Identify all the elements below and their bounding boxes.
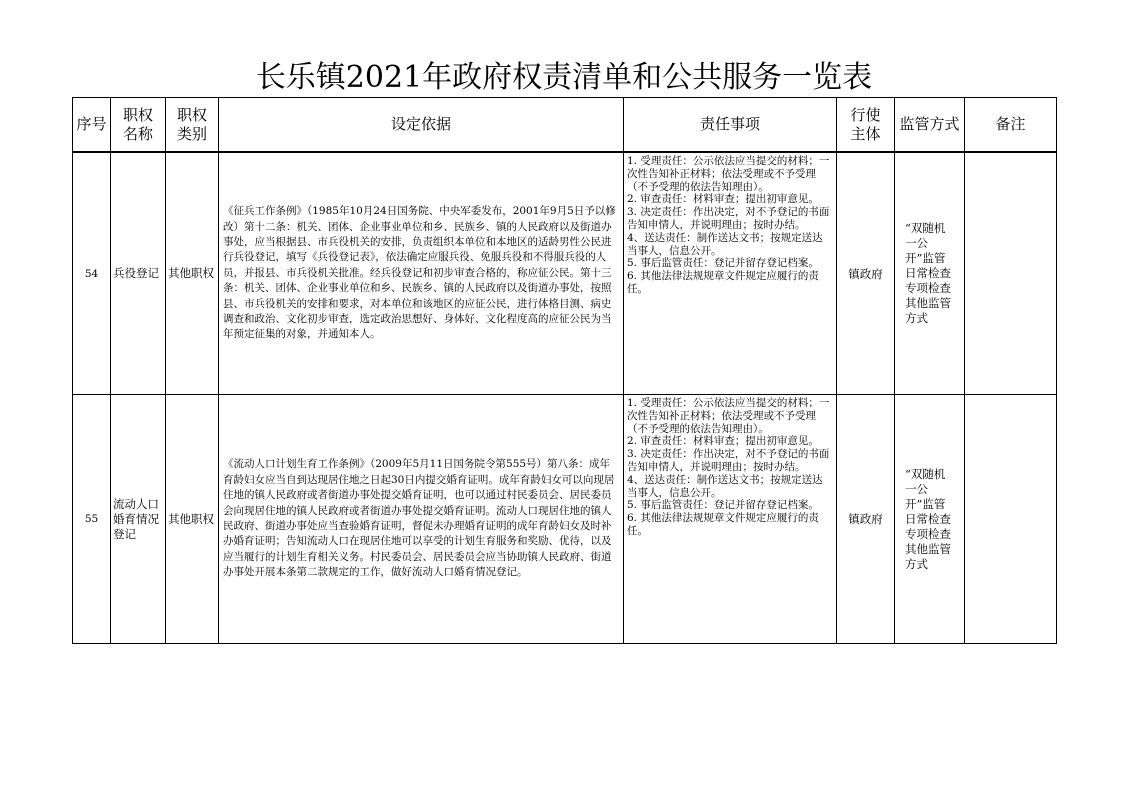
duty-item: 4、送达责任：制作送达文书；按规定送达当事人，信息公开。 [627, 231, 823, 257]
supervision-item: 专项检查 [905, 526, 951, 541]
header-remarks: 备注 [965, 98, 1057, 153]
row-category: 其他职权 [166, 395, 219, 644]
responsibility-table [72, 97, 1057, 644]
row-basis: 《流动人口计划生育工作条例》（2009年5月11日国务院令第555号）第八条：成年育龄妇女应当自到达现居住地之日起30日内提交婚育证明。成年育龄妇女可以向现居住地的镇人民政府或者街道办事处提交婚育证明，也可以通过村民委员会、居民委员会向现居住地的镇人民政府或者街道办事处提交婚育证明。流动人口现居住地的镇人民政府、街道办事处应当查验婚育证明，督促未办理婚育证明的成年育龄妇女及时补办婚育证明；告知流动人口在现居住地可以享受的计划生育服务和奖励、优待，以及应当履行的计划生育相关义务。村民委员会、居民委员会应当协助镇人民政府、街道办事处开展本条第二款规定的工作，做好流动人口婚育情况登记。 [219, 395, 624, 644]
duty-item: 3. 决定责任：作出决定，对不予登记的书面告知申情人，并说明理由；按时办结。 [627, 206, 830, 231]
header-basis: 设定依据 [219, 98, 624, 153]
row-duties [624, 395, 837, 644]
table-row [73, 395, 1057, 644]
duty-item: 5. 事后监管责任：登记并留存登记档案。 [627, 499, 819, 512]
duty-item: 1. 受理责任：公示依法应当提交的材料；一次性告知补正材料；依法受理或不予受理（不予受理的依法告知理由）。 [627, 155, 830, 193]
header-no: 序号 [73, 98, 111, 153]
row-name: 流动人口婚育情况登记 [111, 395, 166, 644]
header-name-text: 职权名称 [122, 105, 153, 143]
duty-item: 4、送达责任：制作送达文书；按规定送达当事人，信息公开。 [627, 473, 823, 499]
duty-item: 6. 其他法律法规规章文件规定应履行的责任。 [627, 512, 819, 537]
supervision-item: “双随机一公开”监管 [905, 221, 946, 265]
header-supervision: 监管方式 [895, 98, 965, 153]
duty-item: 1. 受理责任：公示依法应当提交的材料；一次性告知补正材料；依法受理或不予受理（不予受理的依法告知理由）。 [627, 397, 830, 435]
duty-item: 2. 审查责任：材料审查；提出初审意见。 [627, 193, 819, 206]
supervision-item: 日常检查 [905, 266, 951, 280]
page-title: 长乐镇2021年政府权责清单和公共服务一览表 [255, 60, 873, 95]
header-subject [837, 98, 895, 153]
supervision-item: 其他监管方式 [905, 541, 951, 571]
table-row [73, 152, 1057, 395]
row-subject: 镇政府 [837, 395, 895, 644]
duty-item: 2. 审查责任：材料审查；提出初审意见。 [627, 435, 819, 448]
row-supervision [895, 152, 965, 395]
header-name [111, 98, 166, 153]
supervision-item: 专项检查 [905, 281, 951, 295]
row-name: 兵役登记 [111, 152, 166, 395]
row-duties [624, 152, 837, 395]
duty-item: 5. 事后监管责任：登记并留存登记档案。 [627, 257, 819, 270]
header-subject-text: 行使主体 [850, 105, 881, 143]
supervision-item: “双随机一公开”监管 [905, 466, 946, 511]
row-supervision [895, 395, 965, 644]
duty-item: 6. 其他法律法规规章文件规定应履行的责任。 [627, 270, 819, 295]
header-duties: 责任事项 [624, 98, 837, 153]
header-category [166, 98, 219, 153]
row-subject: 镇政府 [837, 152, 895, 395]
row-category: 其他职权 [166, 152, 219, 395]
supervision-item: 其他监管方式 [905, 296, 951, 325]
duty-item: 3. 决定责任：作出决定，对不予登记的书面告知申情人，并说明理由；按时办结。 [627, 448, 830, 473]
header-category-text: 职权类别 [176, 105, 207, 143]
row-basis: 《征兵工作条例》（1985年10月24日国务院、中央军委发布，2001年9月5日予以修改）第十二条：机关、团体、企业事业单位和乡、民族乡、镇的人民政府以及街道办事处，应当根据县、市兵役机关的安排，负责组织本单位和本地区的适龄男性公民进行兵役登记，填写《兵役登记表》，依法确定应服兵役、免服兵役和不得服兵役的人员，并报县、市兵役机关批准。经兵役登记和初步审查合格的，称应征公民。第十三条：机关、团体、企业事业单位和乡、民族乡、镇的人民政府以及街道办事处，按照县、市兵役机关的安排和要求，对本单位和该地区的应征公民，进行体格目测、病史调查和政治、文化初步审查，选定政治思想好、身体好、文化程度高的应征公民为当年预定征集的对象，并通知本人。 [219, 152, 624, 395]
supervision-item: 日常检查 [905, 511, 951, 526]
row-no: 54 [73, 152, 111, 395]
row-remarks [965, 395, 1057, 644]
row-remarks [965, 152, 1057, 395]
table-header-row [73, 98, 1057, 153]
row-no: 55 [73, 395, 111, 644]
